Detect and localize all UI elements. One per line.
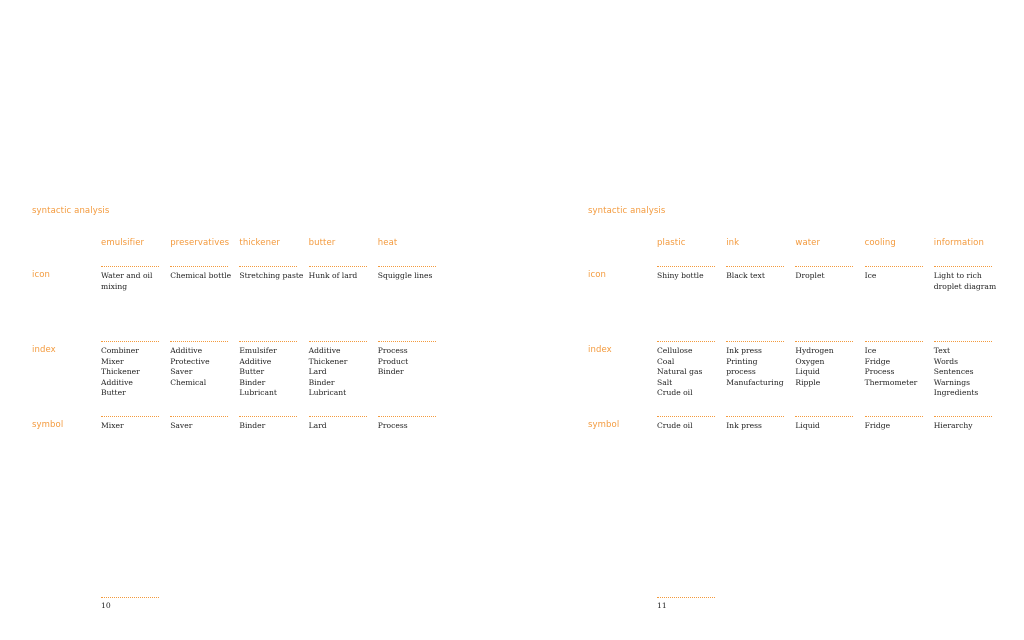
dotted-rule (934, 341, 992, 342)
cell-line: Oxygen (795, 356, 825, 366)
table-cell (239, 346, 305, 399)
column-header: information (933, 238, 984, 248)
cell-line: Manufacturing (726, 377, 784, 387)
table-cell (795, 346, 861, 388)
cell-line: Saver (170, 421, 193, 430)
folio-rule (101, 597, 159, 598)
table-cell (934, 271, 1000, 292)
table-cell (378, 271, 444, 282)
cell-line: Thickener (101, 367, 140, 377)
cell-line: Butter (239, 367, 265, 377)
cell-line: Light to rich (933, 271, 982, 280)
cell-line: Process (377, 346, 408, 355)
table-cell (726, 346, 792, 388)
dotted-rule (378, 416, 436, 417)
section-title: syntactic analysis (32, 206, 110, 216)
table-cell (934, 346, 1000, 399)
table-cell (378, 346, 444, 378)
cell-line: Hydrogen (795, 346, 834, 355)
dotted-rule (795, 341, 853, 342)
column-header: plastic (657, 238, 686, 248)
dotted-rule (170, 416, 228, 417)
column-header: water (795, 238, 821, 248)
cell-line: Liquid (795, 367, 820, 377)
dotted-rule (239, 266, 297, 267)
cell-line: Liquid (795, 421, 820, 430)
page-number: 10 (101, 601, 111, 610)
cell-line: Coal (657, 356, 675, 366)
dotted-rule (101, 416, 159, 417)
cell-line: Ink press (726, 346, 762, 355)
dotted-rule (101, 341, 159, 342)
table-cell (657, 346, 723, 399)
column-header: heat (377, 238, 398, 248)
cell-line: Mixer (101, 421, 124, 430)
table-cell (170, 346, 236, 388)
cell-line: Lubricant (308, 388, 347, 398)
cell-line: Mixer (101, 356, 124, 366)
right-page (556, 0, 1024, 640)
table-cell (101, 421, 167, 432)
cell-line: Butter (101, 388, 126, 398)
section-title: syntactic analysis (588, 206, 666, 216)
cell-line: Chemical (170, 377, 207, 387)
cell-line: Squiggle lines (377, 271, 433, 280)
cell-line: Additive (170, 346, 203, 355)
cell-line: Droplet (795, 271, 825, 280)
dotted-rule (378, 341, 436, 342)
dotted-rule (309, 416, 367, 417)
cell-line: Printing (726, 356, 758, 366)
cell-line: droplet diagram (933, 281, 997, 291)
column-header: emulsifier (101, 238, 145, 248)
dotted-rule (101, 266, 159, 267)
table-cell (101, 346, 167, 399)
dotted-rule (726, 266, 784, 267)
cell-line: Black text (726, 271, 765, 280)
table-cell (239, 421, 305, 432)
table-cell (934, 421, 1000, 432)
column-header: preservatives (170, 238, 230, 248)
table-cell (795, 271, 861, 282)
cell-line: Process (864, 367, 895, 377)
cell-line: Thickener (308, 356, 348, 366)
table-cell (726, 421, 792, 432)
cell-line: Lubricant (239, 388, 277, 398)
row-label-index: index (588, 345, 612, 355)
cell-line: Ice (864, 271, 877, 280)
table-cell (865, 271, 931, 282)
dotted-rule (795, 416, 853, 417)
cell-line: Warnings (933, 377, 971, 387)
cell-line: Stretching paste (239, 271, 304, 280)
cell-line: Emulsifer (239, 346, 277, 355)
cell-line: Lard (308, 421, 327, 430)
table-cell (239, 271, 305, 282)
cell-line: Binder (239, 377, 266, 387)
dotted-rule (239, 416, 297, 417)
dotted-rule (726, 416, 784, 417)
cell-line: Hierarchy (933, 421, 973, 430)
cell-line: Water and oil (101, 271, 153, 280)
cell-line: Process (377, 421, 408, 430)
cell-line: Salt (657, 377, 673, 387)
dotted-rule (865, 341, 923, 342)
cell-line: Natural gas (657, 367, 703, 377)
cell-line: Ink press (726, 421, 762, 430)
table-cell (657, 271, 723, 282)
cell-line: mixing (101, 281, 128, 291)
table-cell (309, 271, 375, 282)
cell-line: Hunk of lard (308, 271, 358, 280)
cell-line: Combiner (101, 346, 139, 355)
cell-line: Lard (308, 367, 327, 377)
dotted-rule (239, 341, 297, 342)
dotted-rule (934, 416, 992, 417)
table-cell (170, 271, 236, 282)
cell-line: Ice (864, 346, 877, 355)
cell-line: Binder (308, 377, 335, 387)
dotted-rule (657, 416, 715, 417)
cell-line: Fridge (864, 421, 891, 430)
table-cell (170, 421, 236, 432)
row-label-index: index (32, 345, 56, 355)
cell-line: Additive (308, 346, 341, 355)
table-cell (726, 271, 792, 282)
page-number: 11 (657, 601, 667, 610)
table-cell (865, 346, 931, 388)
column-header: ink (726, 238, 740, 248)
cell-line: Text (933, 346, 951, 355)
cell-line: Sentences (933, 367, 974, 377)
dotted-rule (934, 266, 992, 267)
cell-line: process (726, 367, 756, 377)
row-label-icon: icon (588, 270, 607, 280)
cell-line: Chemical bottle (170, 271, 232, 280)
table-cell (309, 346, 375, 399)
cell-line: Ingredients (933, 388, 979, 398)
dotted-rule (657, 341, 715, 342)
dotted-rule (795, 266, 853, 267)
cell-line: Binder (239, 421, 266, 430)
row-label-symbol: symbol (32, 420, 64, 430)
cell-line: Saver (170, 367, 193, 377)
cell-line: Crude oil (657, 388, 693, 398)
table-cell (795, 421, 861, 432)
cell-line: Cellulose (657, 346, 693, 355)
folio-rule (657, 597, 715, 598)
dotted-rule (865, 416, 923, 417)
cell-line: Crude oil (657, 421, 693, 430)
dotted-rule (170, 341, 228, 342)
row-label-symbol: symbol (588, 420, 620, 430)
dotted-rule (865, 266, 923, 267)
column-header: butter (308, 238, 336, 248)
row-label-icon: icon (32, 270, 51, 280)
cell-line: Additive (101, 377, 133, 387)
dotted-rule (309, 266, 367, 267)
table-cell (101, 271, 167, 292)
cell-line: Binder (377, 367, 404, 377)
cell-line: Product (377, 356, 409, 366)
cell-line: Words (933, 356, 959, 366)
dotted-rule (170, 266, 228, 267)
cell-line: Protective (170, 356, 210, 366)
table-cell (865, 421, 931, 432)
dotted-rule (726, 341, 784, 342)
dotted-rule (657, 266, 715, 267)
cell-line: Fridge (864, 356, 891, 366)
column-header: cooling (864, 238, 896, 248)
cell-line: Ripple (795, 377, 821, 387)
cell-line: Shiny bottle (657, 271, 704, 280)
table-cell (378, 421, 444, 432)
column-header: thickener (239, 238, 281, 248)
dotted-rule (309, 341, 367, 342)
cell-line: Thermometer (864, 377, 918, 387)
cell-line: Additive (239, 356, 272, 366)
table-cell (309, 421, 375, 432)
table-cell (657, 421, 723, 432)
dotted-rule (378, 266, 436, 267)
